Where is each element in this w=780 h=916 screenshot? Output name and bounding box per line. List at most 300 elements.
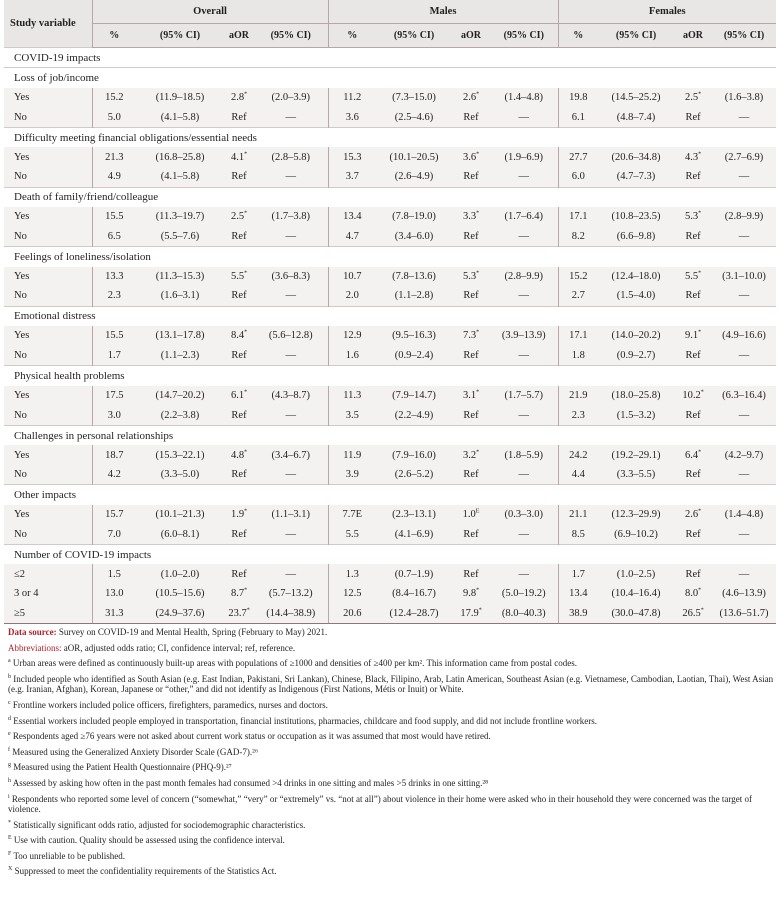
percent-cell: 15.5 <box>92 207 136 227</box>
aor-ci-cell: (2.8–9.9) <box>490 267 558 287</box>
aor-value: 5.3 <box>684 211 699 223</box>
aor-value: Ref <box>231 568 247 580</box>
aor-value: 3.6 <box>462 151 477 163</box>
ci-cell: (4.1–6.9) <box>376 524 452 544</box>
percent-cell: 7.7E <box>328 505 376 525</box>
aor-ci-cell: — <box>712 564 776 584</box>
ci-cell: (13.1–17.8) <box>136 326 224 346</box>
aor-value: Ref <box>463 290 479 302</box>
percent-cell: 27.7 <box>558 147 598 167</box>
aor-ci-cell: — <box>490 107 558 127</box>
aor-value: Ref <box>463 528 479 540</box>
percent-cell: 3.0 <box>92 405 136 425</box>
aor-ci-cell: (4.6–13.9) <box>712 584 776 604</box>
aor-ci-cell: (1.1–3.1) <box>254 505 328 525</box>
footnote-mark: F <box>8 850 12 857</box>
aor-flag: * <box>478 607 482 614</box>
aor-ci-cell: (3.4–6.7) <box>254 445 328 465</box>
aor-flag: * <box>698 151 702 158</box>
aor-cell <box>674 227 712 247</box>
ci-cell: (24.9–37.6) <box>136 604 224 624</box>
percent-cell: 17.1 <box>558 207 598 227</box>
aor-cell <box>452 107 490 127</box>
percent-cell: 15.5 <box>92 326 136 346</box>
ci-cell: (20.6–34.8) <box>598 147 674 167</box>
ci-cell: (5.5–7.6) <box>136 227 224 247</box>
percent-cell: 1.7 <box>92 346 136 366</box>
ci-cell: (1.1–2.8) <box>376 286 452 306</box>
aor-value: 3.2 <box>462 449 477 461</box>
aor-value: Ref <box>463 409 479 421</box>
aor-value: 5.3 <box>462 270 477 282</box>
aor-ci-cell: (3.1–10.0) <box>712 267 776 287</box>
ci-cell: (14.7–20.2) <box>136 386 224 406</box>
aor-value: 2.8 <box>230 92 245 104</box>
aor-value: Ref <box>231 290 247 302</box>
aor-ci-cell: (5.7–13.2) <box>254 584 328 604</box>
percent-cell: 6.5 <box>92 227 136 247</box>
footnote-text: Frontline workers included police officers, firefighters, paramedics, nurses and doctors. <box>12 699 328 710</box>
col-aor: aOR <box>674 24 712 48</box>
ci-cell: (6.6–9.8) <box>598 227 674 247</box>
col-ci: (95% CI) <box>376 24 452 48</box>
aor-ci-cell: (6.3–16.4) <box>712 386 776 406</box>
footnote-text: Measured using the Patient Health Questionnaire (PHQ-9).²⁷ <box>13 762 232 773</box>
aor-ci-cell: (1.7–5.7) <box>490 386 558 406</box>
percent-cell: 5.0 <box>92 107 136 127</box>
aor-value: 23.7 <box>228 607 247 619</box>
aor-cell <box>224 445 254 465</box>
subsection-title: Other impacts <box>4 485 776 505</box>
subsection-header-row <box>4 247 776 267</box>
aor-ci-cell: — <box>490 564 558 584</box>
aor-ci-cell: — <box>254 465 328 485</box>
aor-ci-cell: — <box>712 524 776 544</box>
footnote-text: Respondents aged ≥76 years were not asked about current work status or occupation as it was assumed that most would have retired. <box>12 731 491 742</box>
ci-cell: (7.9–16.0) <box>376 445 452 465</box>
percent-cell: 1.7 <box>558 564 598 584</box>
percent-cell: 2.7 <box>558 286 598 306</box>
ci-cell: (3.4–6.0) <box>376 227 452 247</box>
subsection-header-row <box>4 306 776 326</box>
percent-cell: 15.2 <box>92 88 136 108</box>
aor-cell <box>674 267 712 287</box>
subsection-title: Feelings of loneliness/isolation <box>4 247 776 267</box>
data-source-text: Survey on COVID-19 and Mental Health, Spring (February to May) 2021. <box>58 627 328 638</box>
table-row <box>4 167 776 187</box>
aor-value: 4.1 <box>230 151 245 163</box>
aor-value: Ref <box>463 469 479 481</box>
subsection-title: Challenges in personal relationships <box>4 425 776 445</box>
percent-cell: 5.5 <box>328 524 376 544</box>
aor-cell <box>452 207 490 227</box>
percent-cell: 21.3 <box>92 147 136 167</box>
aor-ci-cell: (1.4–4.8) <box>490 88 558 108</box>
percent-cell: 4.7 <box>328 227 376 247</box>
ci-cell: (10.8–23.5) <box>598 207 674 227</box>
ci-cell: (0.9–2.4) <box>376 346 452 366</box>
footnote <box>8 762 776 772</box>
row-label: Yes <box>4 386 92 406</box>
footnote-mark: b <box>8 673 11 680</box>
aor-value: 3.1 <box>462 389 477 401</box>
aor-flag: * <box>244 449 248 456</box>
percent-cell: 11.2 <box>328 88 376 108</box>
ci-cell: (10.5–15.6) <box>136 584 224 604</box>
aor-cell <box>452 564 490 584</box>
aor-flag: * <box>476 389 480 396</box>
aor-value: 8.7 <box>230 588 245 600</box>
aor-ci-cell: (14.4–38.9) <box>254 604 328 624</box>
aor-cell <box>452 505 490 525</box>
col-percent: % <box>92 24 136 48</box>
footnote-mark: d <box>8 715 11 722</box>
section-header-row <box>4 48 776 68</box>
aor-value: 17.9 <box>460 607 479 619</box>
row-label: Yes <box>4 147 92 167</box>
percent-cell: 17.1 <box>558 326 598 346</box>
aor-cell <box>224 465 254 485</box>
percent-cell: 20.6 <box>328 604 376 624</box>
aor-ci-cell: — <box>712 286 776 306</box>
aor-cell <box>224 147 254 167</box>
aor-cell <box>452 267 490 287</box>
aor-cell <box>224 286 254 306</box>
aor-cell <box>674 465 712 485</box>
table-body <box>4 48 776 624</box>
footnote-text: Too unreliable to be published. <box>13 850 126 861</box>
aor-cell <box>674 167 712 187</box>
subsection-header-row <box>4 187 776 207</box>
abbreviations-note <box>8 643 776 653</box>
row-label: Yes <box>4 88 92 108</box>
aor-value: Ref <box>463 230 479 242</box>
ci-cell: (9.5–16.3) <box>376 326 452 346</box>
row-label: No <box>4 286 92 306</box>
footnote-mark: c <box>8 699 11 706</box>
ci-cell: (11.3–19.7) <box>136 207 224 227</box>
aor-cell <box>224 227 254 247</box>
ci-cell: (1.0–2.5) <box>598 564 674 584</box>
ci-cell: (1.5–3.2) <box>598 405 674 425</box>
percent-cell: 31.3 <box>92 604 136 624</box>
aor-cell <box>452 167 490 187</box>
aor-flag: * <box>244 210 248 217</box>
percent-cell: 1.5 <box>92 564 136 584</box>
aor-cell <box>452 465 490 485</box>
data-source-label: Data source: <box>8 627 57 638</box>
ci-cell: (1.5–4.0) <box>598 286 674 306</box>
aor-flag: * <box>698 449 702 456</box>
aor-cell <box>224 405 254 425</box>
aor-flag: * <box>246 607 250 614</box>
aor-value: Ref <box>685 349 701 361</box>
aor-cell <box>224 107 254 127</box>
footnote-list <box>8 658 776 876</box>
percent-cell: 4.4 <box>558 465 598 485</box>
row-label: Yes <box>4 445 92 465</box>
col-aor-ci: (95% CI) <box>712 24 776 48</box>
footnote-text: Statistically significant odds ratio, adjusted for sociodemographic characteristics. <box>13 819 306 830</box>
table-row <box>4 505 776 525</box>
ci-cell: (19.2–29.1) <box>598 445 674 465</box>
subsection-header-row <box>4 425 776 445</box>
footnote-text: Essential workers included people employed in transportation, financial institutions, pharmacies, childcare and food supply, and did not include frontline workers. <box>13 715 598 726</box>
percent-cell: 3.7 <box>328 167 376 187</box>
aor-ci-cell: — <box>254 405 328 425</box>
percent-cell: 3.9 <box>328 465 376 485</box>
footnote <box>8 674 776 695</box>
aor-ci-cell: (4.2–9.7) <box>712 445 776 465</box>
aor-value: 9.8 <box>462 588 477 600</box>
aor-ci-cell: — <box>254 524 328 544</box>
row-label: No <box>4 524 92 544</box>
aor-ci-cell: — <box>254 107 328 127</box>
aor-value: Ref <box>463 111 479 123</box>
data-source-note <box>8 627 776 637</box>
study-variable-header: Study variable <box>4 0 92 48</box>
aor-value: Ref <box>463 568 479 580</box>
ci-cell: (18.0–25.8) <box>598 386 674 406</box>
footnote-mark: X <box>8 866 13 873</box>
ci-cell: (1.0–2.0) <box>136 564 224 584</box>
aor-value: Ref <box>685 469 701 481</box>
aor-value: Ref <box>231 111 247 123</box>
aor-ci-cell: — <box>254 167 328 187</box>
aor-ci-cell: — <box>712 227 776 247</box>
percent-cell: 10.7 <box>328 267 376 287</box>
ci-cell: (14.0–20.2) <box>598 326 674 346</box>
table-row <box>4 346 776 366</box>
aor-cell <box>452 445 490 465</box>
aor-flag: * <box>476 151 480 158</box>
aor-value: Ref <box>685 111 701 123</box>
aor-ci-cell: (3.6–8.3) <box>254 267 328 287</box>
footnote <box>8 658 776 668</box>
row-label: No <box>4 346 92 366</box>
ci-cell: (4.7–7.3) <box>598 167 674 187</box>
aor-value: 2.5 <box>684 92 699 104</box>
aor-ci-cell: (8.0–40.3) <box>490 604 558 624</box>
aor-value: Ref <box>231 409 247 421</box>
aor-cell <box>674 386 712 406</box>
percent-cell: 15.3 <box>328 147 376 167</box>
percent-cell: 15.2 <box>558 267 598 287</box>
row-label: No <box>4 405 92 425</box>
subsection-header-row <box>4 366 776 386</box>
footnote <box>8 835 776 845</box>
aor-value: Ref <box>685 409 701 421</box>
row-label: Yes <box>4 326 92 346</box>
aor-flag: * <box>698 508 702 515</box>
aor-cell <box>674 524 712 544</box>
aor-ci-cell: (2.8–9.9) <box>712 207 776 227</box>
aor-cell <box>452 147 490 167</box>
aor-value: Ref <box>231 469 247 481</box>
aor-cell <box>224 88 254 108</box>
table-row <box>4 465 776 485</box>
aor-flag: * <box>244 151 248 158</box>
footnote <box>8 700 776 710</box>
aor-flag: * <box>244 587 248 594</box>
ci-cell: (12.3–29.9) <box>598 505 674 525</box>
aor-value: 1.9 <box>230 509 245 521</box>
percent-cell: 4.2 <box>92 465 136 485</box>
aor-cell <box>452 584 490 604</box>
aor-cell <box>452 227 490 247</box>
col-aor-ci: (95% CI) <box>254 24 328 48</box>
table-row <box>4 286 776 306</box>
aor-ci-cell: — <box>712 405 776 425</box>
table-row <box>4 564 776 584</box>
percent-cell: 2.3 <box>558 405 598 425</box>
percent-cell: 17.5 <box>92 386 136 406</box>
aor-value: 3.3 <box>462 211 477 223</box>
subsection-header-row <box>4 485 776 505</box>
row-label: Yes <box>4 505 92 525</box>
ci-cell: (11.3–15.3) <box>136 267 224 287</box>
ci-cell: (12.4–18.0) <box>598 267 674 287</box>
ci-cell: (10.1–20.5) <box>376 147 452 167</box>
aor-value: 6.4 <box>684 449 699 461</box>
col-ci: (95% CI) <box>136 24 224 48</box>
percent-cell: 12.5 <box>328 584 376 604</box>
table-notes <box>4 624 776 877</box>
aor-cell <box>452 346 490 366</box>
table-row <box>4 584 776 604</box>
percent-cell: 15.7 <box>92 505 136 525</box>
ci-cell: (15.3–22.1) <box>136 445 224 465</box>
ci-cell: (11.9–18.5) <box>136 88 224 108</box>
aor-cell <box>674 107 712 127</box>
percent-cell: 2.0 <box>328 286 376 306</box>
table-row <box>4 386 776 406</box>
ci-cell: (30.0–47.8) <box>598 604 674 624</box>
aor-flag: * <box>476 329 480 336</box>
section-title: COVID-19 impacts <box>4 48 776 68</box>
aor-value: 9.1 <box>684 330 699 342</box>
abbreviations-text: aOR, adjusted odds ratio; CI, confidence interval; ref, reference. <box>63 642 296 653</box>
aor-cell <box>224 386 254 406</box>
percent-cell: 13.3 <box>92 267 136 287</box>
aor-value: Ref <box>685 230 701 242</box>
aor-cell <box>452 326 490 346</box>
aor-flag: * <box>476 270 480 277</box>
aor-ci-cell: — <box>490 405 558 425</box>
footnote-mark: f <box>8 746 10 753</box>
percent-cell: 4.9 <box>92 167 136 187</box>
footnote <box>8 716 776 726</box>
females-header: Females <box>558 0 776 24</box>
aor-ci-cell: — <box>490 465 558 485</box>
aor-ci-cell: (3.9–13.9) <box>490 326 558 346</box>
aor-ci-cell: (4.9–16.6) <box>712 326 776 346</box>
percent-cell: 38.9 <box>558 604 598 624</box>
percent-cell: 8.5 <box>558 524 598 544</box>
footnote-text: Included people who identified as South Asian (e.g. East Indian, Pakistani, Sri Lankan), Chinese, Black, Filipino, Arab, Latin American, Southeast Asian (e.g. Vietnamese, Cambodian, Laotian, Thai), West Asian (e.g. Iranian, Afghan), Korean, Japanese or “other,” and did not identify as Indigenous (First Nations, Métis or Inuit) or White. <box>8 673 774 695</box>
subsection-header-row <box>4 127 776 147</box>
aor-cell <box>674 346 712 366</box>
aor-value: 7.3 <box>462 330 477 342</box>
aor-ci-cell: (1.6–3.8) <box>712 88 776 108</box>
percent-cell: 13.0 <box>92 584 136 604</box>
percent-cell: 1.8 <box>558 346 598 366</box>
aor-ci-cell: — <box>254 227 328 247</box>
col-percent: % <box>558 24 598 48</box>
aor-value: Ref <box>685 171 701 183</box>
row-label: No <box>4 107 92 127</box>
row-label: ≤2 <box>4 564 92 584</box>
aor-value: 26.5 <box>682 607 701 619</box>
aor-cell <box>674 326 712 346</box>
row-label: 3 or 4 <box>4 584 92 604</box>
aor-ci-cell: (13.6–51.7) <box>712 604 776 624</box>
footnote-mark: * <box>8 819 11 826</box>
aor-cell <box>224 524 254 544</box>
ci-cell: (0.9–2.7) <box>598 346 674 366</box>
aor-ci-cell: — <box>712 346 776 366</box>
percent-cell: 19.8 <box>558 88 598 108</box>
aor-ci-cell: — <box>712 107 776 127</box>
percent-cell: 11.9 <box>328 445 376 465</box>
row-label: No <box>4 167 92 187</box>
ci-cell: (6.9–10.2) <box>598 524 674 544</box>
aor-cell <box>674 147 712 167</box>
subsection-title: Physical health problems <box>4 366 776 386</box>
percent-cell: 18.7 <box>92 445 136 465</box>
aor-value: 2.5 <box>230 211 245 223</box>
aor-value: 10.2 <box>682 389 701 401</box>
aor-ci-cell: (2.8–5.8) <box>254 147 328 167</box>
percent-cell: 11.3 <box>328 386 376 406</box>
aor-flag: * <box>476 91 480 98</box>
percent-cell: 12.9 <box>328 326 376 346</box>
col-aor-ci: (95% CI) <box>490 24 558 48</box>
aor-cell <box>674 445 712 465</box>
ci-cell: (4.8–7.4) <box>598 107 674 127</box>
footnote <box>8 731 776 741</box>
aor-ci-cell: (5.6–12.8) <box>254 326 328 346</box>
aor-cell <box>224 167 254 187</box>
aor-flag: * <box>698 210 702 217</box>
ci-cell: (2.6–5.2) <box>376 465 452 485</box>
aor-cell <box>452 604 490 624</box>
ci-cell: (2.5–4.6) <box>376 107 452 127</box>
aor-cell <box>674 505 712 525</box>
percent-cell: 3.5 <box>328 405 376 425</box>
aor-cell <box>452 286 490 306</box>
aor-cell <box>674 207 712 227</box>
aor-flag: * <box>244 508 248 515</box>
footnote-mark: i <box>8 793 10 800</box>
aor-flag: * <box>244 329 248 336</box>
aor-cell <box>224 267 254 287</box>
aor-flag: * <box>700 389 704 396</box>
aor-value: 4.3 <box>684 151 699 163</box>
table-row <box>4 147 776 167</box>
aor-ci-cell: — <box>490 227 558 247</box>
aor-cell <box>674 405 712 425</box>
table-row <box>4 227 776 247</box>
aor-ci-cell: — <box>712 465 776 485</box>
ci-cell: (7.9–14.7) <box>376 386 452 406</box>
aor-cell <box>452 524 490 544</box>
row-label: ≥5 <box>4 604 92 624</box>
aor-ci-cell: — <box>490 167 558 187</box>
aor-cell <box>224 584 254 604</box>
aor-ci-cell: — <box>490 524 558 544</box>
aor-cell <box>674 584 712 604</box>
